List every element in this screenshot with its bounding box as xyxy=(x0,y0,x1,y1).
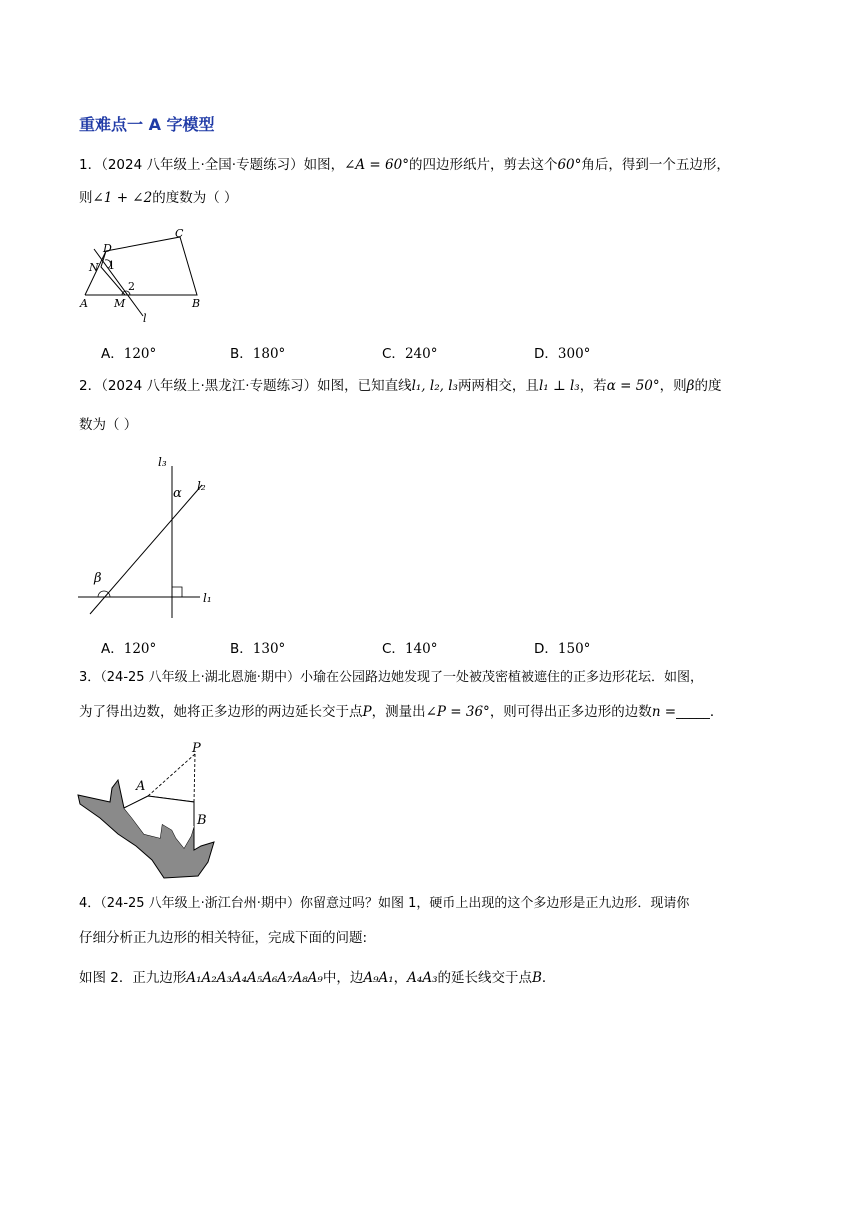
q4-line3 xyxy=(79,972,555,986)
option-value: 150° xyxy=(557,641,591,657)
q2-math: β xyxy=(686,378,695,394)
q3-label-a: A xyxy=(136,779,146,794)
q1-line2 xyxy=(79,192,238,206)
q3-text: ，测量出 xyxy=(371,704,426,720)
option-letter: D． xyxy=(534,346,558,362)
q2-math: α = 50° xyxy=(606,378,660,394)
q3-text: ，则可得出正多边形的边数 xyxy=(489,704,652,720)
q1-text: 的四边形纸片，剪去这个 xyxy=(408,157,558,173)
q2-line1 xyxy=(79,380,721,394)
q4-math: A₉A₁ xyxy=(363,970,394,986)
q1-option-c[interactable] xyxy=(382,342,437,362)
option-letter: C． xyxy=(382,641,405,657)
q2-label-l1: l₁ xyxy=(203,591,212,605)
option-value: 140° xyxy=(404,641,438,657)
q4-math: A₄A₃ xyxy=(407,970,438,986)
option-value: 240° xyxy=(404,346,438,362)
q1-label-b: B xyxy=(192,297,201,310)
option-letter: B． xyxy=(230,346,253,362)
q1-text: 1．（2024 八年级上·全国·专题练习）如图， xyxy=(79,157,345,173)
q2-math: l₁ ⊥ l₃ xyxy=(538,378,580,394)
q1-label-d: D xyxy=(103,242,112,255)
q2-label-l3: l₃ xyxy=(158,455,167,469)
option-letter: B． xyxy=(230,641,253,657)
option-value: 130° xyxy=(252,641,286,657)
q3-label-b: B xyxy=(197,813,207,828)
answer-blank[interactable]: _____ xyxy=(676,704,710,720)
q2-text: ，则 xyxy=(659,378,687,394)
q2-option-c[interactable] xyxy=(382,637,437,657)
q1-line1 xyxy=(79,159,730,173)
q1-figure xyxy=(76,222,211,324)
q1-option-a[interactable] xyxy=(101,342,156,362)
q3-extension-bp xyxy=(194,754,195,802)
option-letter: C． xyxy=(382,346,405,362)
option-value: 120° xyxy=(123,641,157,657)
q3-line2 xyxy=(79,706,723,720)
q1-pentagon xyxy=(101,237,197,295)
option-value: 120° xyxy=(123,346,157,362)
q1-label-c: C xyxy=(175,227,184,240)
q1-label-m: M xyxy=(114,297,126,310)
q2-right-angle-mark xyxy=(172,587,182,597)
q4-line2: 仔细分析正九边形的相关特征，完成下面的问题: xyxy=(79,930,368,946)
q4-text: 中，边 xyxy=(322,970,364,986)
q2-figure xyxy=(76,452,221,622)
q1-option-d[interactable] xyxy=(534,342,590,362)
option-letter: A． xyxy=(101,641,124,657)
option-value: 180° xyxy=(252,346,286,362)
q4-math: B xyxy=(532,970,542,986)
q2-text: 2．（2024 八年级上·黑龙江·专题练习）如图，已知直线 xyxy=(79,378,412,394)
q3-math: n = xyxy=(651,704,677,720)
q1-math: 60° xyxy=(557,157,582,173)
q2-label-l2: l₂ xyxy=(197,479,206,493)
q2-text: 的度 xyxy=(694,378,722,394)
q1-label-1: 1 xyxy=(108,259,115,272)
q1-math: ∠1 + ∠2 xyxy=(92,190,153,206)
q3-text: 为了得出边数，她将正多边形的两边延长交于点 xyxy=(79,704,363,720)
q1-label-n: N xyxy=(89,261,99,274)
q3-math: P xyxy=(362,704,372,720)
q2-text: 两两相交，且 xyxy=(457,378,539,394)
q1-text: 角后，得到一个五边形， xyxy=(581,157,730,173)
q2-math: l₁, l₂, l₃ xyxy=(411,378,458,394)
q1-option-b[interactable] xyxy=(230,342,285,362)
q2-option-a[interactable] xyxy=(101,637,156,657)
option-letter: A． xyxy=(101,346,124,362)
q2-beta-arc xyxy=(98,591,110,597)
option-letter: D． xyxy=(534,641,558,657)
q2-option-d[interactable] xyxy=(534,637,590,657)
option-value: 300° xyxy=(557,346,591,362)
q2-text: ，若 xyxy=(579,378,607,394)
q3-math: ∠P = 36° xyxy=(425,704,490,720)
q2-line-l2 xyxy=(90,485,202,614)
q4-text: 如图 2．正九边形 xyxy=(79,970,187,986)
q4-text: 的延长线交于点 xyxy=(437,970,532,986)
q4-math: A₁A₂A₃A₄A₅A₆A₇A₈A₉ xyxy=(186,970,323,986)
q1-label-2: 2 xyxy=(128,280,135,293)
q2-line2: 数为（ ） xyxy=(79,417,138,433)
q2-label-beta: β xyxy=(94,571,102,586)
q3-extension-ap xyxy=(148,754,195,796)
q4-text: ． xyxy=(541,970,556,986)
q1-label-a: A xyxy=(80,297,88,310)
q1-text: 则 xyxy=(79,190,93,206)
q2-label-alpha: α xyxy=(173,486,182,501)
q3-figure xyxy=(76,738,221,880)
q3-line1: 3．（24-25 八年级上·湖北恩施·期中）小瑜在公园路边她发现了一处被茂密植被遮住的正多边形花坛．如图， xyxy=(79,670,703,685)
q1-label-l: l xyxy=(143,312,147,324)
q1-text: 的度数为（ ） xyxy=(152,190,238,206)
q3-text: ． xyxy=(709,704,724,720)
q3-label-p: P xyxy=(192,741,201,756)
q4-text: ， xyxy=(393,970,408,986)
q1-math: ∠A = 60° xyxy=(344,157,409,173)
section-title: 重难点一 A 字模型 xyxy=(79,115,215,134)
q4-line1: 4．（24-25 八年级上·浙江台州·期中）你留意过吗？如图 1，硬币上出现的这个多边形是正九边形．现请你 xyxy=(79,896,690,911)
q2-option-b[interactable] xyxy=(230,637,285,657)
